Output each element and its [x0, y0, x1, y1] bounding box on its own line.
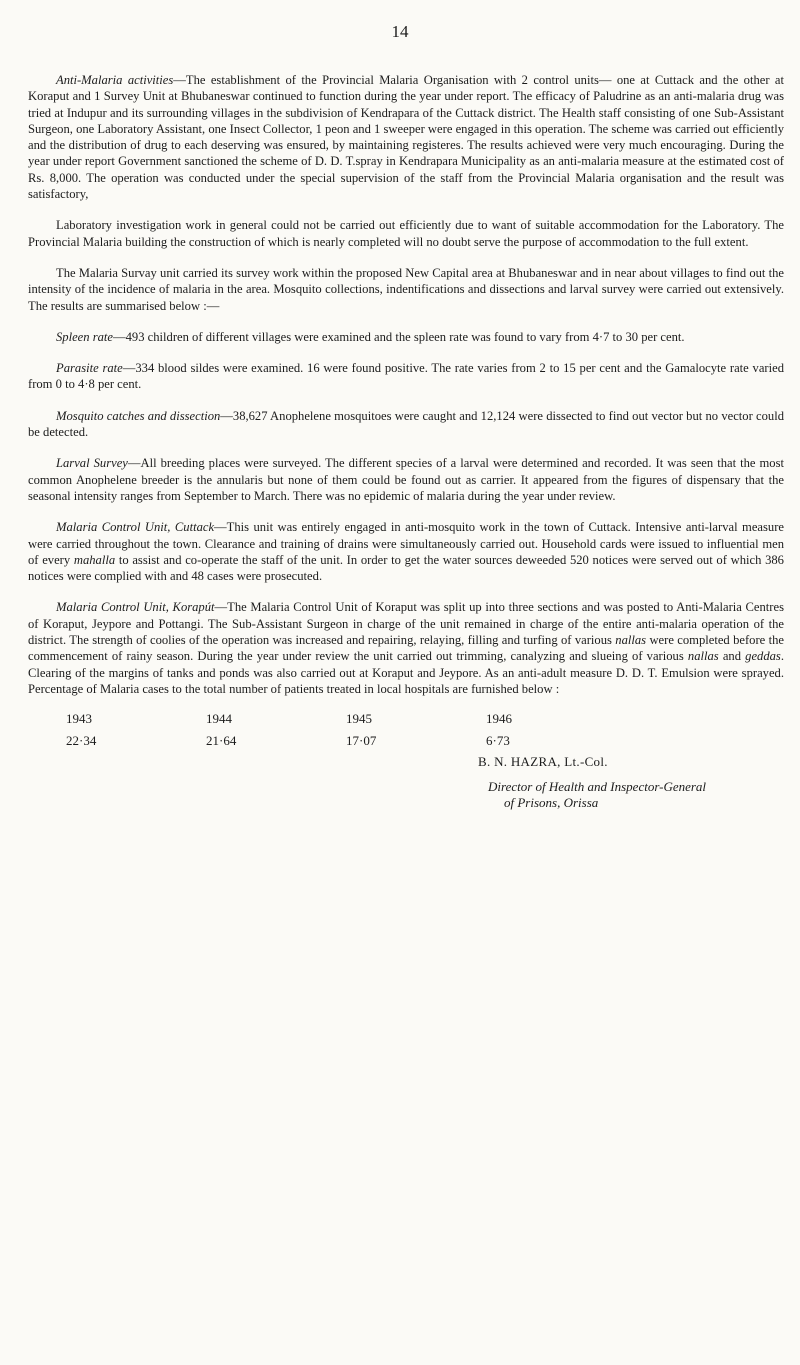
term-geddas: geddas [745, 649, 781, 664]
term-nallas: nallas [615, 633, 647, 648]
paragraph-mosquito-catches [28, 408, 784, 441]
paragraph-text: —38,627 Anophelene mosquitoes were caught and 12,124 were dissected to find out vector but no vector could be detected. [28, 408, 784, 440]
signature-name: B. N. HAZRA, Lt.-Col. [478, 754, 608, 770]
paragraph-larval-survey [28, 455, 784, 504]
paragraph-text: —All breeding places were surveyed. The different species of a larval were determined and recorded. It was seen that the most common Anophelene breeder is the annularis but none of them could be found out as carrier. It appeared from the figures of dispensary that the seasonal intensity ranges from September to March. There was no epidemic of malaria during the year under review. [28, 456, 785, 503]
paragraph-text: —This unit was entirely engaged in anti-mosquito work in the town of Cuttack. Intensive anti-larval measure were carried throughout the town. Clearance and training of drains were simultaneously carried out. Household cards were issued to influential men of every [28, 520, 784, 567]
paragraph-text: —The establishment of the Provincial Malaria Organisation with 2 control units— one at Cuttack and the other at Koraput and 1 Survey Unit at Bhubaneswar continued to function during the year under report. The efficacy of Paludrine as an anti-malaria drug was tried at Indupur and its surrounding villages in the subdivision of Kendrapara of the Cuttack district. The Health staff consisting of one Sub-Assistant Surgeon, one Laboratory Assistant, one Insect Collector, 1 peon and 1 sweeper were engaged in this operation. The scheme was carried out efficiently and the distribution of drug to each deserving was ensured, by maintaining registeres. The results achieved were very much encouraging. During the year under report Government sanctioned the scheme of D. D. T.spray in Kendrapara Municipality as an anti-malaria measure at the estimated cost of Rs. 8,000. The operation was conducted under the special supervision of the staff from the Provincial Malaria organisation and the result was satisfactory, [28, 73, 784, 202]
paragraph-text: —334 blood sildes were examined. 16 were found positive. The rate varies from 2 to 15 per cent and the Gamalocyte rate varied from 0 to 4·8 per cent. [28, 361, 784, 392]
table-value: 6·73 [486, 733, 510, 749]
paragraph-text: The Malaria Survay unit carried its survey work within the proposed New Capital area at Bhubaneswar and in near about villages to find out the intensity of the incidence of malaria in the area. Mosquito collections, indentifications and dissections and larval survey were carried out extensively. The results are summarised below :— [28, 265, 784, 313]
table-value: 21·64 [206, 733, 237, 749]
paragraph-text: were completed before the commencement of rainy season. During the year under review the unit carried out trimming, canalyzing and slueing of various [28, 633, 784, 664]
paragraph-lead: Malaria Control Unit, Cuttack [56, 520, 215, 535]
table-year: 1943 [66, 711, 92, 727]
paragraph-lead: Larval Survey [56, 456, 128, 471]
paragraph-lead: Parasite rate [56, 361, 123, 376]
signature-designation [488, 779, 784, 811]
paragraph-lead: Spleen rate [56, 329, 114, 344]
malaria-percentage-table [66, 708, 784, 752]
paragraph-spleen-rate [28, 329, 784, 345]
document-body [28, 72, 784, 811]
paragraph-control-unit-cuttack [28, 519, 784, 584]
paragraph-anti-malaria-activities [28, 72, 784, 202]
paragraph-survey-unit [28, 265, 784, 314]
paragraph-text: —The Malaria Control Unit of Koraput was split up into three sections and was posted to Anti-Malaria Centres of Koraput, Jeypore and Pottangi. The Sub-Assistant Surgeon in charge of the unit remained in charge of the entire anti-malaria operation of the district. The strength of coolies of the operation was increased and repairing, relaying, filling and turfing of various [28, 600, 784, 648]
table-value: 22·34 [66, 733, 97, 749]
paragraph-text: Laboratory investigation work in general could not be carried out efficiently due to want of suitable accommodation for the Laboratory. The Provincial Malaria building the construction of which is nearly completed will no doubt serve the purpose of accommodation to the full extent. [28, 218, 784, 249]
page-number: 14 [391, 22, 409, 41]
table-year: 1944 [206, 711, 232, 727]
paragraph-lead: Malaria Control Unit, Korapút [56, 600, 215, 615]
term-nallas: nallas [687, 649, 719, 664]
paragraph-lead: Mosquito catches and dissection [56, 408, 221, 423]
paragraph-parasite-rate [28, 360, 784, 393]
table-value: 17·07 [346, 733, 377, 749]
paragraph-text: —493 children of different villages were examined and the spleen rate was found to vary from 4·7 to 30 per cent. [113, 329, 685, 344]
paragraph-control-unit-koraput [28, 599, 784, 697]
table-year: 1946 [486, 711, 512, 727]
paragraph-text: to assist and co-operate the staff of the unit. In order to get the water sources deweeded 520 notices were served out of which 386 notices were complied with and 48 cases were prosecuted. [28, 552, 784, 584]
designation-line: of Prisons, Orissa [504, 794, 599, 810]
paragraph-lead: Anti-Malaria activities [56, 73, 174, 87]
table-year: 1945 [346, 711, 372, 727]
paragraph-text: . Clearing of the margins of tanks and ponds was also carried out at Koraput and Jeypore. As an anti-adult measure D. D. T. Emulsion were sprayed. Percentage of Malaria cases to the total number of patients treated in local hospitals are furnished below : [28, 649, 784, 696]
paragraph-text: and [718, 649, 746, 664]
paragraph-laboratory [28, 217, 784, 250]
designation-line: Director of Health and Inspector-General [488, 778, 707, 794]
term-mahalla: mahalla [73, 552, 116, 567]
